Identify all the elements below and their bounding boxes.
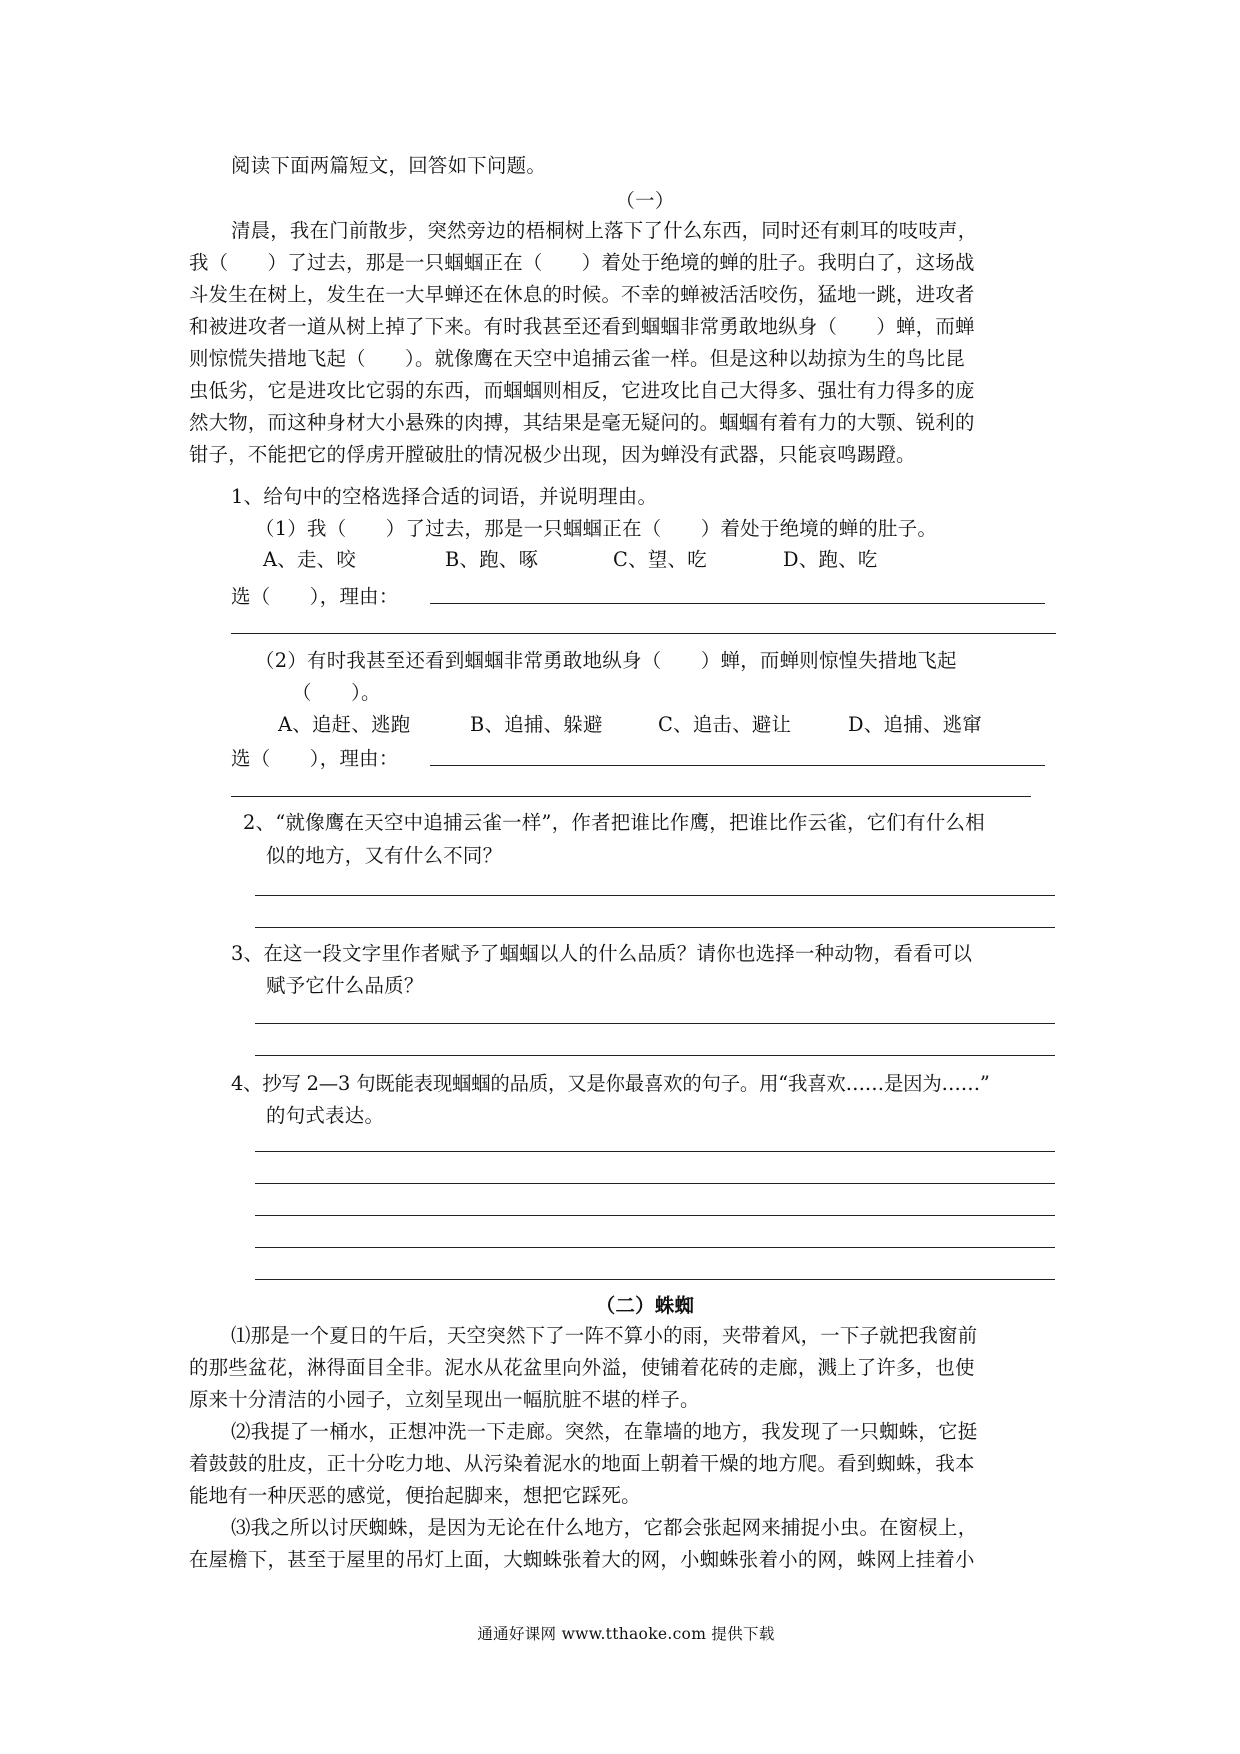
passage-line: 斗发生在树上，发生在一大早蝉还在休息的时候。不幸的蝉被活活咬伤，猛地一跳，进攻者 [189,283,975,306]
passage-line: 的那些盆花，淋得面目全非。泥水从花盆里向外溢，使铺着花砖的走廊，溅上了许多，也使 [189,1356,975,1379]
answer-line [255,1151,1055,1152]
question-3-line-2: 赋予它什么品质？ [266,974,424,997]
passage-line: 和被进攻者一道从树上掉了下来。有时我甚至还看到蝈蝈非常勇敢地纵身（ ）蝉，而蝉 [189,315,975,338]
passage-line: 着鼓鼓的肚皮，正十分吃力地、从污染着泥水的地面上朝着干燥的地方爬。看到蜘蛛，我本 [189,1452,975,1475]
section-one-heading: （一） [615,189,675,212]
passage-line: ⑵我提了一桶水，正想冲洗一下走廊。突然，在靠墙的地方，我发现了一只蜘蛛，它挺 [231,1420,978,1443]
section-two-heading: （二）蛛蜘 [595,1294,695,1317]
question-1-sub-1: （1）我（ ）了过去，那是一只蝈蝈正在（ ）着处于绝境的蝉的肚子。 [255,517,938,540]
answer-line [430,603,1045,604]
option-b: B、追捕、躲避 [470,713,603,736]
passage-line: 我（ ）了过去，那是一只蝈蝈正在（ ）着处于绝境的蝉的肚子。我明白了，这场战 [189,251,975,274]
passage-two [189,1320,977,1576]
page-footer: 通通好课网 www.tthaoke.com 提供下载 [477,1625,775,1643]
passage-one [189,215,977,471]
question-3-line-1: 3、在这一段文字里作者赋予了蝈蝈以人的什么品质？请你也选择一种动物，看看可以 [231,942,973,965]
answer-line [255,1023,1055,1024]
option-c: C、追击、避让 [658,713,792,736]
answer-line [255,1215,1055,1216]
answer-line [255,927,1055,928]
answer-prompt: 选（ ），理由： [231,747,399,770]
answer-line [255,1055,1055,1056]
question-4-line-2: 的句式表达。 [266,1104,385,1127]
passage-line: 钳子，不能把它的俘虏开膛破肚的情况极少出现，因为蝉没有武器，只能哀鸣踢蹬。 [189,443,916,466]
answer-line [255,895,1055,896]
answer-line [255,1247,1055,1248]
answer-line [231,796,1031,797]
answer-line [430,765,1045,766]
answer-prompt: 选（ ），理由： [231,585,399,608]
option-d: D、追捕、逃窜 [848,713,982,736]
question-2-line-2: 似的地方，又有什么不同？ [266,844,503,867]
question-1-sub-2: （2）有时我甚至还看到蝈蝈非常勇敢地纵身（ ）蝉，而蝉则惊惶失措地飞起 [255,649,957,672]
passage-line: 则惊慌失措地飞起（ ）。就像鹰在天空中追捕云雀一样。但是这种以劫掠为生的鸟比昆 [189,347,965,370]
answer-line [231,633,1056,634]
question-2-line-1: 2、“就像鹰在天空中追捕云雀一样”，作者把谁比作鹰，把谁比作云雀，它们有什么相 [243,811,985,834]
option-a: A、走、咬 [263,548,357,571]
passage-line: 然大物，而这种身材大小悬殊的肉搏，其结果是毫无疑问的。蝈蝈有着有力的大颚、锐利的 [189,411,975,434]
instructions: 阅读下面两篇短文，回答如下问题。 [231,154,547,177]
option-d: D、跑、吃 [783,548,878,571]
passage-line: 虫低劣，它是进攻比它弱的东西，而蝈蝈则相反，它进攻比自己大得多、强壮有力得多的庞 [189,379,975,402]
option-a: A、追赶、逃跑 [278,713,411,736]
option-b: B、跑、啄 [445,548,539,571]
passage-line: 能地有一种厌恶的感觉，便抬起脚来，想把它踩死。 [189,1484,641,1507]
question-1-sub-2-cont: （ ）。 [292,681,381,704]
answer-line [255,1279,1055,1280]
passage-line: 原来十分清洁的小园子，立刻呈现出一幅肮脏不堪的样子。 [189,1388,700,1411]
passage-line: ⑶我之所以讨厌蜘蛛，是因为无论在什么地方，它都会张起网来捕捉小虫。在窗棂上， [231,1516,978,1539]
question-4-line-1: 4、抄写 2—3 句既能表现蝈蝈的品质，又是你最喜欢的句子。用“我喜欢……是因为……” [231,1072,990,1095]
passage-line: ⑴那是一个夏日的午后，天空突然下了一阵不算小的雨，夹带着风，一下子就把我窗前 [231,1324,978,1347]
option-c: C、望、吃 [613,548,707,571]
passage-line: 在屋檐下，甚至于屋里的吊灯上面，大蜘蛛张着大的网，小蜘蛛张着小的网，蛛网上挂着小 [189,1548,975,1571]
answer-line [255,1183,1055,1184]
question-1-stem: 1、给句中的空格选择合适的词语，并说明理由。 [231,485,658,508]
passage-line: 清晨，我在门前散步，突然旁边的梧桐树上落下了什么东西，同时还有刺耳的吱吱声， [231,219,978,242]
